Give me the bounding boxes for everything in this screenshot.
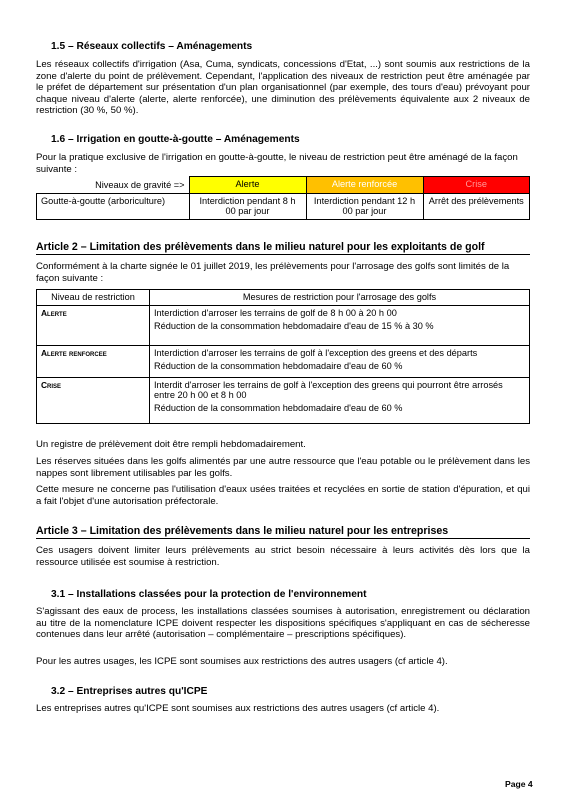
level-alerte-renforcee: Alerte renforcée (306, 177, 423, 194)
section-1-6-text: Pour la pratique exclusive de l'irrigation en goutte-à-goutte, le niveau de restriction peut être aménagé de la façon suivante : (36, 152, 518, 175)
section-1-5-text: Les réseaux collectifs d'irrigation (Asa, Cuma, syndicats, concessions d'Etat, ...) sont soumis aux restrictions de la zone d'alerte du point de prélèvement. Cependant, l'application des niveaux de restriction peut être aménagée par le préfet de département sur présentation d'un plan organisationnel (par exemple, des tours d'eau) prévoyant pour chaque niveau d'alerte (alerte, alerte renforcée), une diminution des prélèvements équivalente aux 2 niveaux de restriction (30 %, 50 %). (36, 59, 530, 117)
gravity-levels-label: Niveaux de gravité => (95, 179, 185, 190)
article-3-title: Article 3 – Limitation des prélèvements dans le milieu naturel pour les entreprises (36, 525, 530, 539)
article-2-registry-text: Un registre de prélèvement doit être rempli hebdomadairement. (36, 439, 306, 450)
table-line: Réduction de la consommation hebdomadaire d'eau de 15 % à 30 % (154, 321, 434, 331)
golf-col-level-header: Niveau de restriction (37, 290, 150, 306)
golf-measures-alerte (150, 306, 530, 346)
golf-restriction-table (36, 289, 530, 424)
section-1-5-title: 1.5 – Réseaux collectifs – Aménagements (51, 41, 253, 52)
drip-crise-cell: Arrêt des prélèvements (423, 194, 530, 220)
golf-level-alerte-renforcee: Alerte renforcee (37, 346, 150, 378)
section-3-2-text: Les entreprises autres qu'ICPE sont soumises aux restrictions des autres usagers (cf article 4). (36, 703, 440, 714)
golf-level-alerte: Alerte (37, 306, 150, 346)
table-line: Interdiction d'arroser les terrains de golf à l'exception des greens et des départs (154, 348, 478, 358)
golf-level-crise: Crise (37, 378, 150, 424)
section-3-1-text: S'agissant des eaux de process, les installations classées soumises à autorisation, enregistrement ou déclaration au titre de la nomenclature ICPE doivent respecter les dispositions spécifiques s'appliquant en cas de sécheresse contenues dans leur arrêté (autorisation – complémentaire – prescriptions spécifiques). (36, 606, 530, 641)
article-2-wastewater-text: Cette mesure ne concerne pas l'utilisation d'eaux usées traitées et recyclées en sortie de station d'épuration, et qui a fait l'objet d'une autorisation préfectorale. (36, 484, 530, 507)
section-1-6-title: 1.6 – Irrigation en goutte-à-goutte – Aménagements (51, 134, 300, 145)
drip-irrigation-table (36, 176, 530, 220)
drip-alerte-cell: Interdiction pendant 8 h 00 par jour (189, 194, 306, 220)
article-3-intro: Ces usagers doivent limiter leurs prélèvements au strict besoin nécessaire à leurs activités dès lors que la ressource utilisée est soumise à restriction. (36, 545, 530, 568)
table-line: Réduction de la consommation hebdomadaire d'eau de 60 % (154, 403, 403, 413)
level-crise: Crise (423, 177, 530, 194)
level-alerte: Alerte (189, 177, 306, 194)
drip-row-label: Goutte-à-goutte (arboriculture) (37, 194, 190, 220)
table-line: Interdiction d'arroser les terrains de golf de 8 h 00 à 20 h 00 (154, 308, 397, 318)
drip-renforcee-cell: Interdiction pendant 12 h 00 par jour (306, 194, 423, 220)
golf-col-measures-header: Mesures de restriction pour l'arrosage des golfs (150, 290, 530, 306)
article-2-title: Article 2 – Limitation des prélèvements dans le milieu naturel pour les exploitants de golf (36, 241, 530, 255)
page-number: Page 4 (505, 779, 533, 789)
section-3-2-title: 3.2 – Entreprises autres qu'ICPE (51, 686, 208, 697)
section-3-1-text-2: Pour les autres usages, les ICPE sont soumises aux restrictions des autres usagers (cf article 4). (36, 656, 448, 667)
section-3-1-title: 3.1 – Installations classées pour la protection de l'environnement (51, 589, 367, 600)
golf-measures-alerte-renforcee (150, 346, 530, 378)
article-2-reserves-text: Les réserves situées dans les golfs alimentés par une autre ressource que l'eau potable ou le prélèvement dans les nappes sont librement utilisables par les golfs. (36, 456, 530, 479)
golf-measures-crise (150, 378, 530, 424)
table-line: Interdit d'arroser les terrains de golf à l'exception des greens qui pourront être arrosés entre 20 h 00 et 8 h 00 (154, 380, 503, 400)
table-line: Réduction de la consommation hebdomadaire d'eau de 60 % (154, 361, 403, 371)
article-2-intro: Conformément à la charte signée le 01 juillet 2019, les prélèvements pour l'arrosage des golfs sont limités de la façon suivante : (36, 261, 510, 284)
